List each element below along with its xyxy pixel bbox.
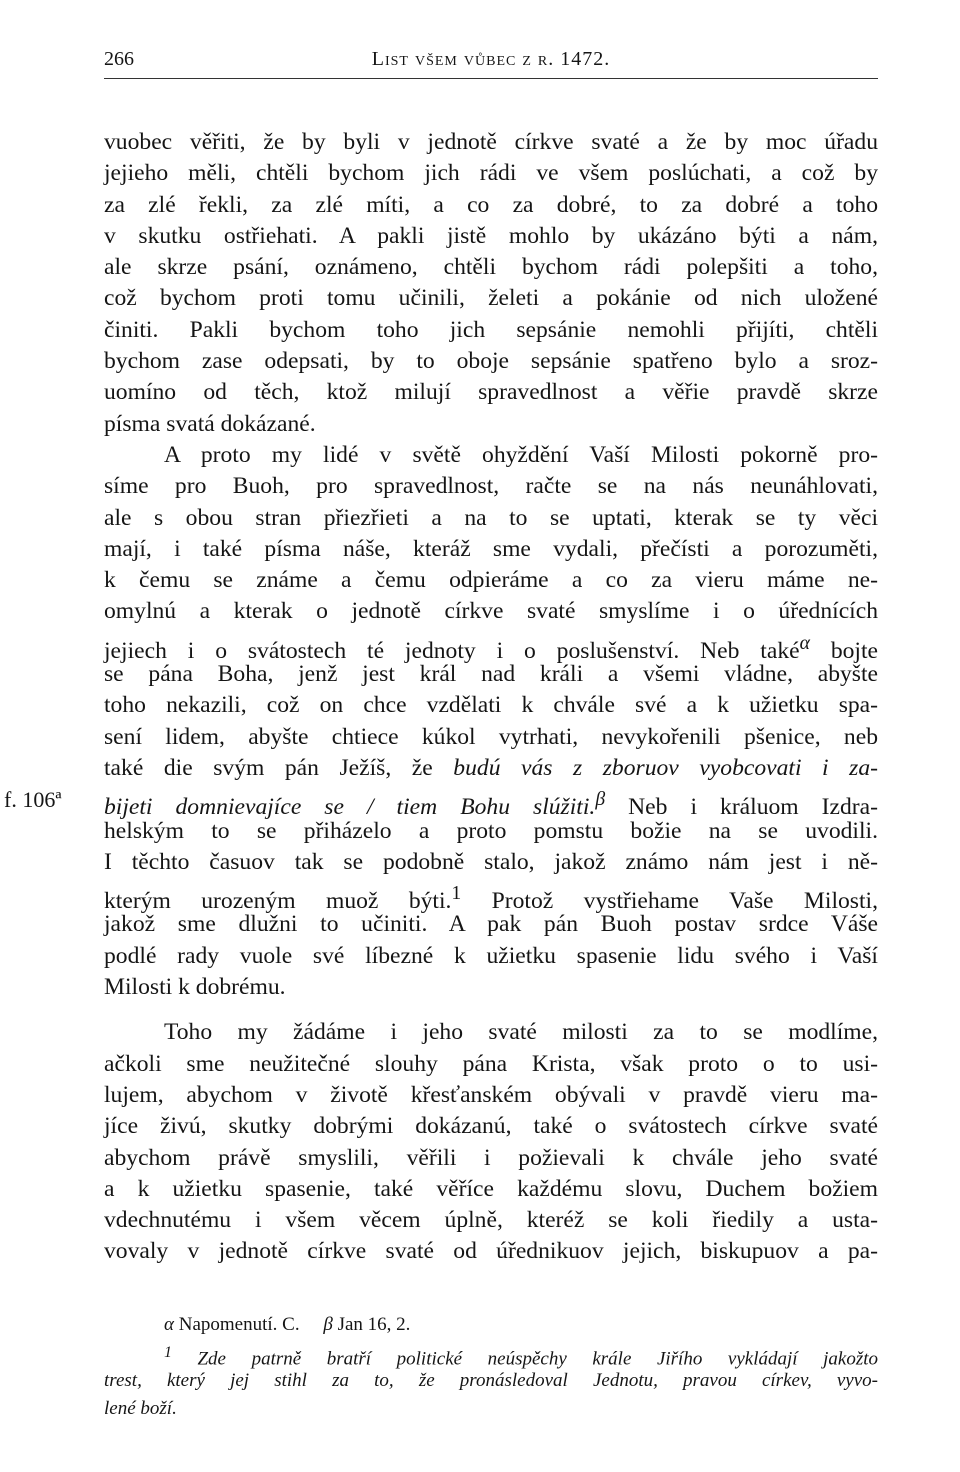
page-number: 266 — [104, 48, 134, 70]
text-line: jejieho měli, chtěli bychom jich rádi ve všem poslúchati, a což by — [104, 160, 878, 187]
text-line — [104, 878, 878, 914]
paragraph-gap — [104, 1003, 878, 1017]
text-line: ačkoli sme neužitečné slouhy pána Krista, však proto o to usi- — [104, 1050, 878, 1077]
text-line: mají, i také písma náše, kteráž sme vydali, přečísti a porozuměti, — [104, 535, 878, 562]
footnote-ref-a: α — [799, 631, 810, 654]
text-line — [4, 784, 878, 821]
footnote-ref-1: 1 — [451, 882, 462, 905]
text-line: k čemu se známe a čemu odpieráme a co za vieru máme ne- — [104, 567, 878, 594]
text-line: jakož sme dlužni to učiniti. A pak pán Buoh postav srdce Váše — [104, 911, 878, 938]
footnote-a-text: Napomenutí. C. — [173, 1314, 300, 1335]
text-line: omylnú a kterak o jednotě církve svaté smyslíme i o úřednících — [104, 598, 878, 625]
footnote-line — [104, 1311, 878, 1339]
footnote-line — [104, 1339, 878, 1370]
text-line: ale s obou stran přiezřieti a na to se uptati, kterak se ty věci — [104, 504, 878, 531]
text-segment: jejiech i o svátostech té jednoty i o poslušenství. Neb také — [104, 637, 800, 664]
text-line: v skutku ostřiehati. A pakli jistě mohlo by ukázáno býti a nám, — [104, 222, 878, 249]
text-line: síme pro Buoh, pro spravedlnost, račte se na nás neunáhlovati, — [104, 473, 878, 500]
text-segment: Neb i králuom Izdra- — [605, 794, 878, 821]
text-segment: Protož vystřiehame Vaše Milosti, — [461, 887, 878, 914]
text-line: toho nekazili, což on chce vzdělati k chvále své a k užietku spa- — [104, 692, 878, 719]
footnote-line: lené boží. — [104, 1398, 177, 1419]
text-line — [104, 628, 878, 664]
text-line: uomíno od těch, ktož milují spravedlnost a věřie pravdě skrze — [104, 379, 878, 406]
text-line: abychom právě smyslili, věřili i požievali k chvále jeho svaté — [104, 1144, 878, 1171]
margin-folio-note: f. 106ª — [4, 787, 62, 813]
footnote-1-text: Zde patrně bratří politické neúspěchy krále Jiřího vykládají jakožto — [171, 1348, 878, 1370]
text-line: I těchto časuov tak se podobně stalo, jakož známo nám jest i ně- — [104, 848, 878, 875]
text-line: a k užietku spasenie, také věříce každému slovu, Duchem božiem — [104, 1175, 878, 1202]
footnote-mark-1: 1 — [164, 1344, 172, 1361]
footnotes — [104, 1311, 878, 1423]
footnote-ref-b: β — [595, 788, 606, 811]
text-segment: bojte — [809, 637, 878, 664]
text-line: písma svatá dokázané. — [104, 410, 316, 437]
text-line: se pána Boha, jenž jest král nad králi a všemi vládne, abyšte — [104, 661, 878, 688]
footnote-mark-b: β — [323, 1314, 333, 1335]
text-line: vuobec věřiti, že by byli v jednotě církve svaté a že by moc úřadu — [104, 129, 878, 155]
text-line: bychom zase odepsati, by to oboje sepsánie spatřeno bylo a sroz- — [104, 348, 878, 375]
running-head: List všem vůbec z r. 1472. — [371, 48, 611, 70]
header-rule — [104, 78, 878, 79]
text-line: sení lidem, abyšte chtiece kúkol vytrhati, nevykořenili pšenice, neb — [104, 723, 878, 750]
italic-quote: bijeti domnievajíce se / tiem Bohu slúžiti. — [104, 794, 596, 821]
text-line: za zlé řekli, za zlé míti, a co za dobré, to za dobré a toho — [104, 191, 878, 218]
footnote-line: trest, který jej stihl za to, že pronásledoval Jednotu, pravou církev, vyvo- — [104, 1370, 878, 1391]
page-header — [104, 44, 878, 74]
italic-quote: budú vás z zboruov vyobcovati i za- — [453, 754, 878, 781]
text-line: Milosti k dobrému. — [104, 974, 286, 1001]
text-line: ale skrze psání, oznámeno, chtěli bychom rádi polepšiti a toho, — [104, 254, 878, 281]
text-line: Toho my žádáme i jeho svaté milosti za to se modlíme, — [164, 1019, 878, 1046]
text-line: podlé rady vuole své líbezné k užietku spasenie lidu svého i Vaší — [104, 942, 878, 969]
text-line — [104, 753, 878, 784]
footnote-mark-a: α — [164, 1314, 174, 1335]
text-segment: také die svým pán Ježíš, že — [104, 754, 433, 781]
text-segment: kterým urozeným muož býti. — [104, 887, 452, 914]
footnote-b-text: Jan 16, 2. — [332, 1314, 411, 1335]
text-line: lujem, abychom v životě křesťanském obývali v pravdě vieru ma- — [104, 1081, 878, 1108]
text-line: jíce živú, skutky dobrými dokázanú, také o svátostech církve svaté — [104, 1113, 878, 1140]
text-line: vovaly v jednotě církve svaté od úřednikuov jejich, biskupuov a pa- — [104, 1238, 878, 1265]
text-line: helským to se přiházelo a proto pomstu božie na se uvodili. — [104, 817, 878, 844]
text-line: vdechnutému i všem věcem úplně, kteréž se koli řiedily a usta- — [104, 1207, 878, 1234]
text-line: činiti. Pakli bychom toho jich sepsánie nemohli přijíti, chtěli — [104, 316, 878, 343]
body-text — [4, 127, 878, 1268]
text-line: A proto my lidé v světě ohyždění Vaší Milosti pokorně pro- — [164, 441, 878, 468]
text-line: což bychom proti tomu učinili, želeti a pokánie od nich uložené — [104, 285, 878, 312]
